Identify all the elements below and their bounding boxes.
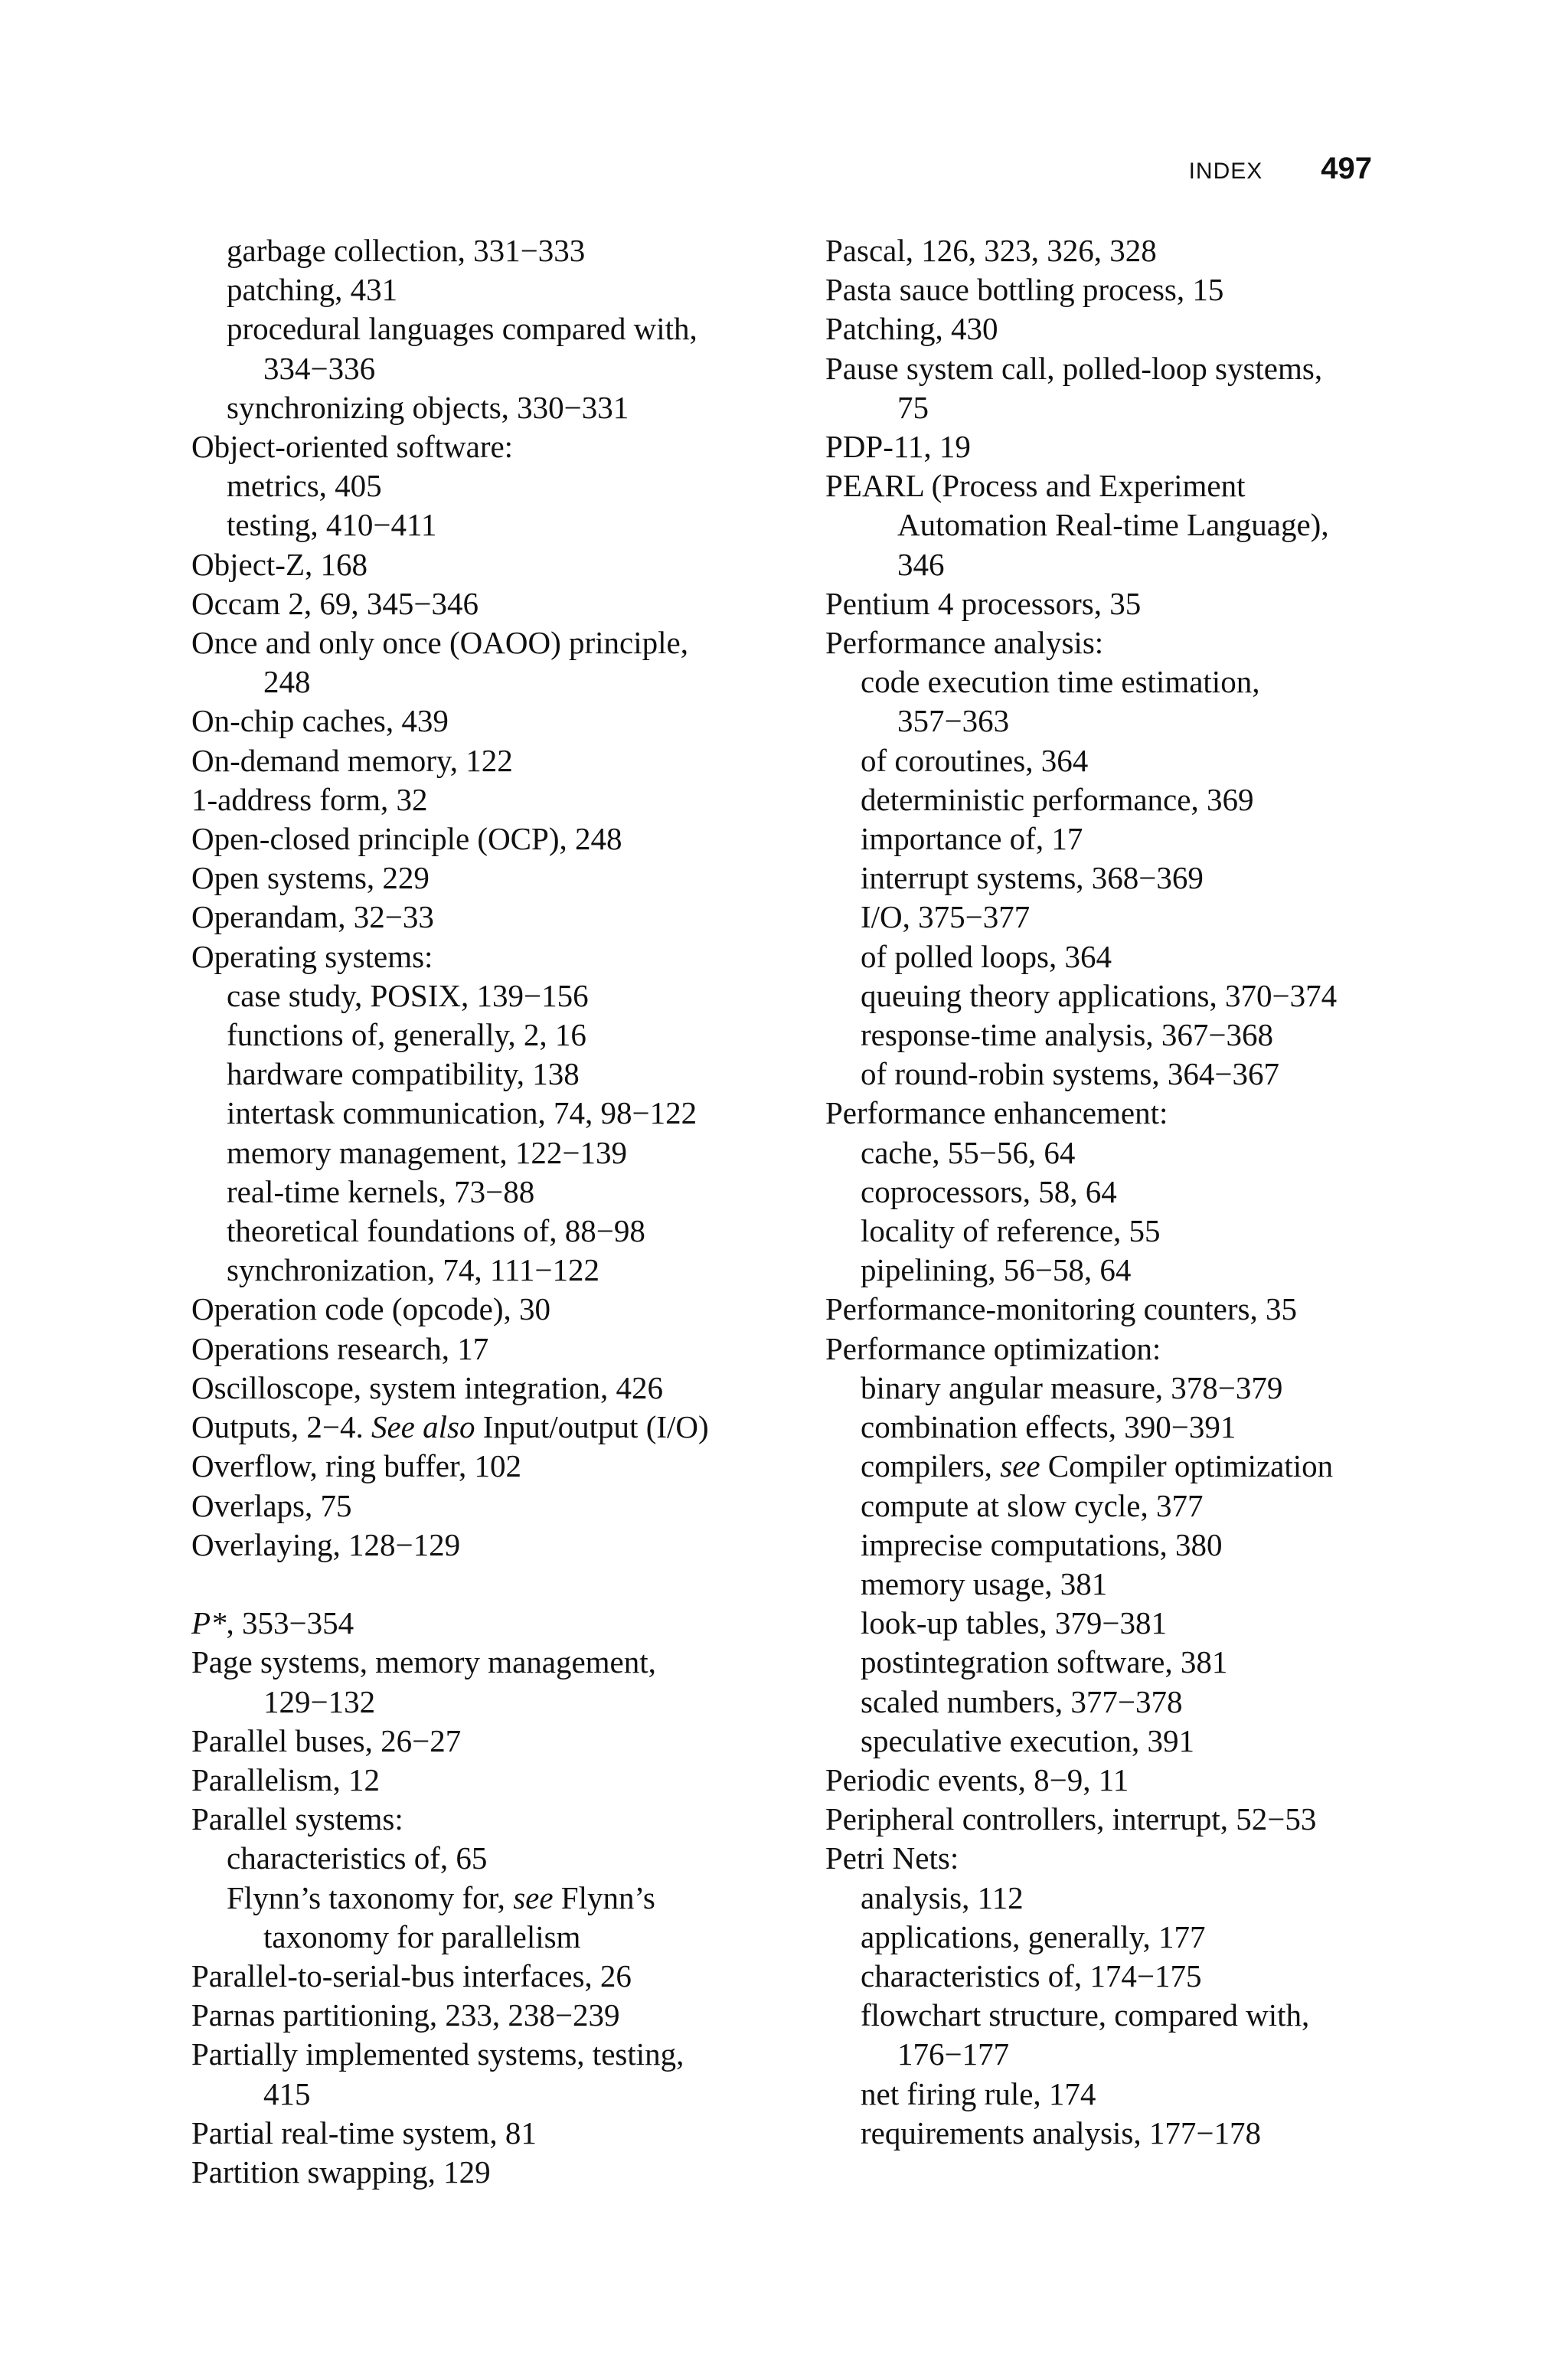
entry-text: functions of, generally, 2, 16 xyxy=(227,1017,586,1053)
index-subentry xyxy=(825,1408,1407,1447)
entry-text: synchronization, 74, 111−122 xyxy=(227,1252,599,1288)
entry-text: interrupt systems, 368−369 xyxy=(861,860,1204,896)
index-entry-continuation xyxy=(825,545,1407,584)
entry-text: Patching, 430 xyxy=(825,311,998,347)
entry-text: scaled numbers, 377−378 xyxy=(861,1683,1183,1719)
entry-text: compute at slow cycle, 377 xyxy=(861,1487,1204,1523)
entry-text: intertask communication, 74, 98−122 xyxy=(227,1095,697,1131)
entry-text: hardware compatibility, 138 xyxy=(227,1056,580,1092)
index-entry xyxy=(825,427,1407,466)
index-subentry xyxy=(191,1133,796,1173)
entry-text: 75 xyxy=(897,389,929,425)
index-entry xyxy=(191,1330,796,1369)
entry-text: Outputs, 2−4. xyxy=(191,1409,371,1445)
index-entry-continuation xyxy=(191,662,796,702)
entry-text: coprocessors, 58, 64 xyxy=(861,1173,1117,1209)
entry-text-after: , 353−354 xyxy=(226,1605,354,1641)
entry-text: memory management, 122−139 xyxy=(227,1134,627,1170)
entry-text: I/O, 375−377 xyxy=(861,899,1031,935)
entry-text: binary angular measure, 378−379 xyxy=(861,1369,1283,1405)
entry-text: look-up tables, 379−381 xyxy=(861,1605,1168,1641)
index-entry xyxy=(191,937,796,976)
entry-text: speculative execution, 391 xyxy=(861,1722,1195,1758)
index-subentry xyxy=(191,466,796,505)
entry-text: Parallel-to-serial-bus interfaces, 26 xyxy=(191,1958,632,1994)
index-entry xyxy=(191,1761,796,1800)
index-subentry xyxy=(191,1016,796,1055)
index-subentry xyxy=(825,1879,1407,1918)
index-subentry xyxy=(825,1918,1407,1957)
entry-text: Object-oriented software: xyxy=(191,429,514,465)
index-subentry xyxy=(825,1251,1407,1290)
index-subentry xyxy=(191,270,796,309)
index-column-left xyxy=(191,231,796,2192)
index-subentry xyxy=(825,1173,1407,1212)
index-entry xyxy=(191,1447,796,1486)
entry-text: Pentium 4 processors, 35 xyxy=(825,585,1142,621)
index-subentry xyxy=(825,1369,1407,1408)
index-subentry xyxy=(825,1526,1407,1565)
entry-text: procedural languages compared with, xyxy=(227,311,697,347)
entry-text: net firing rule, 174 xyxy=(861,2075,1096,2111)
entry-text: analysis, 112 xyxy=(861,1879,1024,1915)
index-entry xyxy=(191,2114,796,2153)
entry-text: Overflow, ring buffer, 102 xyxy=(191,1448,522,1484)
index-subentry xyxy=(825,780,1407,819)
index-subentry xyxy=(191,976,796,1016)
index-entry xyxy=(191,1996,796,2035)
entry-text: Open systems, 229 xyxy=(191,860,430,896)
entry-text: 357−363 xyxy=(897,703,1010,739)
entry-text: flowchart structure, compared with, xyxy=(861,1997,1310,2033)
index-entry xyxy=(191,1722,796,1761)
entry-text: Partial real-time system, 81 xyxy=(191,2115,537,2150)
entry-italic-text: See also xyxy=(371,1409,475,1445)
entry-text: queuing theory applications, 370−374 xyxy=(861,977,1338,1013)
index-subentry xyxy=(825,1683,1407,1722)
index-entry xyxy=(191,1800,796,1839)
index-entry xyxy=(191,859,796,898)
entry-italic-text: P* xyxy=(191,1605,227,1641)
index-entry xyxy=(825,1094,1407,1133)
letter-gap xyxy=(191,1565,796,1604)
index-subentry xyxy=(191,505,796,545)
index-entry xyxy=(191,1526,796,1565)
index-entry-continuation xyxy=(191,1918,796,1957)
page-number: 497 xyxy=(1321,152,1372,185)
index-subentry xyxy=(191,1055,796,1094)
index-entry xyxy=(825,1290,1407,1329)
index-entry xyxy=(191,623,796,662)
entry-text: characteristics of, 174−175 xyxy=(861,1958,1202,1994)
entry-text: Operation code (opcode), 30 xyxy=(191,1291,551,1327)
entry-italic-text: see xyxy=(1000,1448,1040,1484)
entry-text: characteristics of, 65 xyxy=(227,1840,488,1876)
index-entry xyxy=(825,1800,1407,1839)
index-entry xyxy=(191,1487,796,1526)
index-subentry xyxy=(825,1565,1407,1604)
entry-text: Open-closed principle (OCP), 248 xyxy=(191,821,622,857)
index-subentry xyxy=(191,1251,796,1290)
entry-text: testing, 410−411 xyxy=(227,507,437,543)
index-subentry xyxy=(191,1173,796,1212)
entry-text: 415 xyxy=(263,2075,311,2111)
index-entry xyxy=(825,270,1407,309)
index-subentry xyxy=(191,309,796,348)
entry-text: PDP-11, 19 xyxy=(825,429,971,465)
index-subentry xyxy=(825,2075,1407,2114)
index-subentry xyxy=(825,1643,1407,1682)
entry-text: Partially implemented systems, testing, xyxy=(191,2036,684,2072)
index-subentry xyxy=(825,741,1407,780)
index-subentry xyxy=(825,1957,1407,1996)
entry-text: Partition swapping, 129 xyxy=(191,2154,491,2190)
entry-text: case study, POSIX, 139−156 xyxy=(227,977,589,1013)
index-entry xyxy=(191,2153,796,2192)
entry-text: Parnas partitioning, 233, 238−239 xyxy=(191,1997,620,2033)
index-entry xyxy=(825,584,1407,623)
index-entry-continuation xyxy=(191,2075,796,2114)
index-subentry xyxy=(825,1722,1407,1761)
entry-text: Pause system call, polled-loop systems, xyxy=(825,350,1323,386)
entry-text: metrics, 405 xyxy=(227,468,382,504)
index-column-right xyxy=(825,231,1407,2153)
entry-text: Pascal, 126, 323, 326, 328 xyxy=(825,233,1157,268)
entry-text: garbage collection, 331−333 xyxy=(227,233,586,268)
index-subentry xyxy=(825,898,1407,937)
entry-text: Oscilloscope, system integration, 426 xyxy=(191,1369,664,1405)
index-entry xyxy=(191,584,796,623)
entry-text: Performance-monitoring counters, 35 xyxy=(825,1291,1297,1327)
entry-text: response-time analysis, 367−368 xyxy=(861,1017,1273,1053)
index-entry xyxy=(825,1761,1407,1800)
entry-text: of coroutines, 364 xyxy=(861,742,1089,778)
entry-text: of round-robin systems, 364−367 xyxy=(861,1056,1279,1092)
entry-text: Performance optimization: xyxy=(825,1330,1161,1366)
entry-text: memory usage, 381 xyxy=(861,1565,1108,1601)
entry-text: Once and only once (OAOO) principle, xyxy=(191,625,688,661)
entry-text: Parallelism, 12 xyxy=(191,1761,380,1797)
index-subentry xyxy=(191,1094,796,1133)
entry-text: cache, 55−56, 64 xyxy=(861,1134,1076,1170)
index-subentry xyxy=(825,662,1407,702)
index-subentry xyxy=(825,976,1407,1016)
index-entry xyxy=(191,1290,796,1329)
index-entry xyxy=(825,1330,1407,1369)
index-entry xyxy=(825,1839,1407,1878)
index-entry-continuation xyxy=(825,505,1407,545)
entry-text: 176−177 xyxy=(897,2036,1010,2072)
entry-text: PEARL (Process and Experiment xyxy=(825,468,1246,504)
index-subentry xyxy=(825,1016,1407,1055)
entry-text: applications, generally, 177 xyxy=(861,1918,1206,1954)
index-subentry xyxy=(825,859,1407,898)
index-entry xyxy=(191,1957,796,1996)
index-entry xyxy=(825,349,1407,388)
index-subentry xyxy=(825,1604,1407,1643)
entry-text: code execution time estimation, xyxy=(861,664,1260,700)
index-entry xyxy=(191,1369,796,1408)
index-entry-continuation xyxy=(825,2035,1407,2074)
entry-text: taxonomy for parallelism xyxy=(263,1918,581,1954)
index-subentry xyxy=(825,1487,1407,1526)
index-entry-continuation xyxy=(825,702,1407,741)
entry-text: Operating systems: xyxy=(191,938,433,974)
entry-text: postintegration software, 381 xyxy=(861,1644,1228,1680)
entry-text: On-chip caches, 439 xyxy=(191,703,449,739)
entry-text: Operations research, 17 xyxy=(191,1330,489,1366)
entry-text: 129−132 xyxy=(263,1683,376,1719)
index-entry xyxy=(191,741,796,780)
index-entry xyxy=(191,2035,796,2074)
entry-text: Pasta sauce bottling process, 15 xyxy=(825,272,1224,308)
entry-text: Performance enhancement: xyxy=(825,1095,1168,1131)
index-subentry xyxy=(191,1212,796,1251)
entry-text: Flynn’s taxonomy for, xyxy=(227,1879,514,1915)
entry-text: Overlaps, 75 xyxy=(191,1487,352,1523)
index-entry xyxy=(191,819,796,859)
entry-text: locality of reference, 55 xyxy=(861,1213,1161,1249)
entry-text: real-time kernels, 73−88 xyxy=(227,1173,535,1209)
index-entry xyxy=(191,898,796,937)
index-entry xyxy=(825,623,1407,662)
index-entry xyxy=(191,427,796,466)
entry-text: importance of, 17 xyxy=(861,821,1083,857)
page-header xyxy=(1189,152,1372,186)
index-entry xyxy=(191,780,796,819)
index-subentry xyxy=(191,388,796,427)
entry-text-after: Compiler optimization xyxy=(1040,1448,1334,1484)
index-entry xyxy=(825,309,1407,348)
entry-text: theoretical foundations of, 88−98 xyxy=(227,1213,645,1249)
entry-text: pipelining, 56−58, 64 xyxy=(861,1252,1132,1288)
entry-text: Parallel systems: xyxy=(191,1801,403,1837)
index-subentry xyxy=(825,1447,1407,1486)
entry-text: Periodic events, 8−9, 11 xyxy=(825,1761,1129,1797)
index-entry xyxy=(825,466,1407,505)
entry-text: requirements analysis, 177−178 xyxy=(861,2115,1261,2150)
index-subentry xyxy=(825,937,1407,976)
entry-text: Peripheral controllers, interrupt, 52−53 xyxy=(825,1801,1317,1837)
entry-text: Operandam, 32−33 xyxy=(191,899,434,935)
entry-text: Occam 2, 69, 345−346 xyxy=(191,585,479,621)
entry-text: compilers, xyxy=(861,1448,1001,1484)
entry-text-after: Input/output (I/O) xyxy=(475,1409,709,1445)
entry-text: Parallel buses, 26−27 xyxy=(191,1722,462,1758)
index-subentry xyxy=(191,1839,796,1878)
entry-text: combination effects, 390−391 xyxy=(861,1409,1236,1445)
index-entry xyxy=(191,1604,796,1643)
index-entry xyxy=(191,1408,796,1447)
index-subentry xyxy=(825,1212,1407,1251)
entry-text: imprecise computations, 380 xyxy=(861,1526,1223,1562)
index-entry xyxy=(191,545,796,584)
index-entry-continuation xyxy=(191,349,796,388)
index-subentry xyxy=(825,2114,1407,2153)
index-entry xyxy=(191,702,796,741)
index-entry xyxy=(191,1643,796,1682)
index-subentry xyxy=(825,819,1407,859)
index-entry-continuation xyxy=(825,388,1407,427)
entry-text: deterministic performance, 369 xyxy=(861,781,1254,817)
index-subentry xyxy=(825,1996,1407,2035)
entry-text: 346 xyxy=(897,546,945,582)
entry-text: Performance analysis: xyxy=(825,625,1104,661)
index-subentry xyxy=(191,1879,796,1918)
entry-text: Object-Z, 168 xyxy=(191,546,368,582)
entry-italic-text: see xyxy=(513,1879,554,1915)
entry-text: Page systems, memory management, xyxy=(191,1644,656,1680)
entry-text: synchronizing objects, 330−331 xyxy=(227,389,629,425)
entry-text: 248 xyxy=(263,664,311,700)
index-subentry xyxy=(825,1133,1407,1173)
index-subentry xyxy=(825,1055,1407,1094)
entry-text: 334−336 xyxy=(263,350,376,386)
entry-text: of polled loops, 364 xyxy=(861,938,1112,974)
entry-text: On-demand memory, 122 xyxy=(191,742,513,778)
entry-text: patching, 431 xyxy=(227,272,398,308)
entry-text: Petri Nets: xyxy=(825,1840,959,1876)
entry-text: Automation Real-time Language), xyxy=(897,507,1329,543)
running-head: INDEX xyxy=(1188,159,1263,184)
index-entry xyxy=(825,231,1407,270)
entry-text: Overlaying, 128−129 xyxy=(191,1526,461,1562)
entry-text-after: Flynn’s xyxy=(553,1879,655,1915)
index-entry-continuation xyxy=(191,1683,796,1722)
index-subentry xyxy=(191,231,796,270)
entry-text: 1-address form, 32 xyxy=(191,781,428,817)
